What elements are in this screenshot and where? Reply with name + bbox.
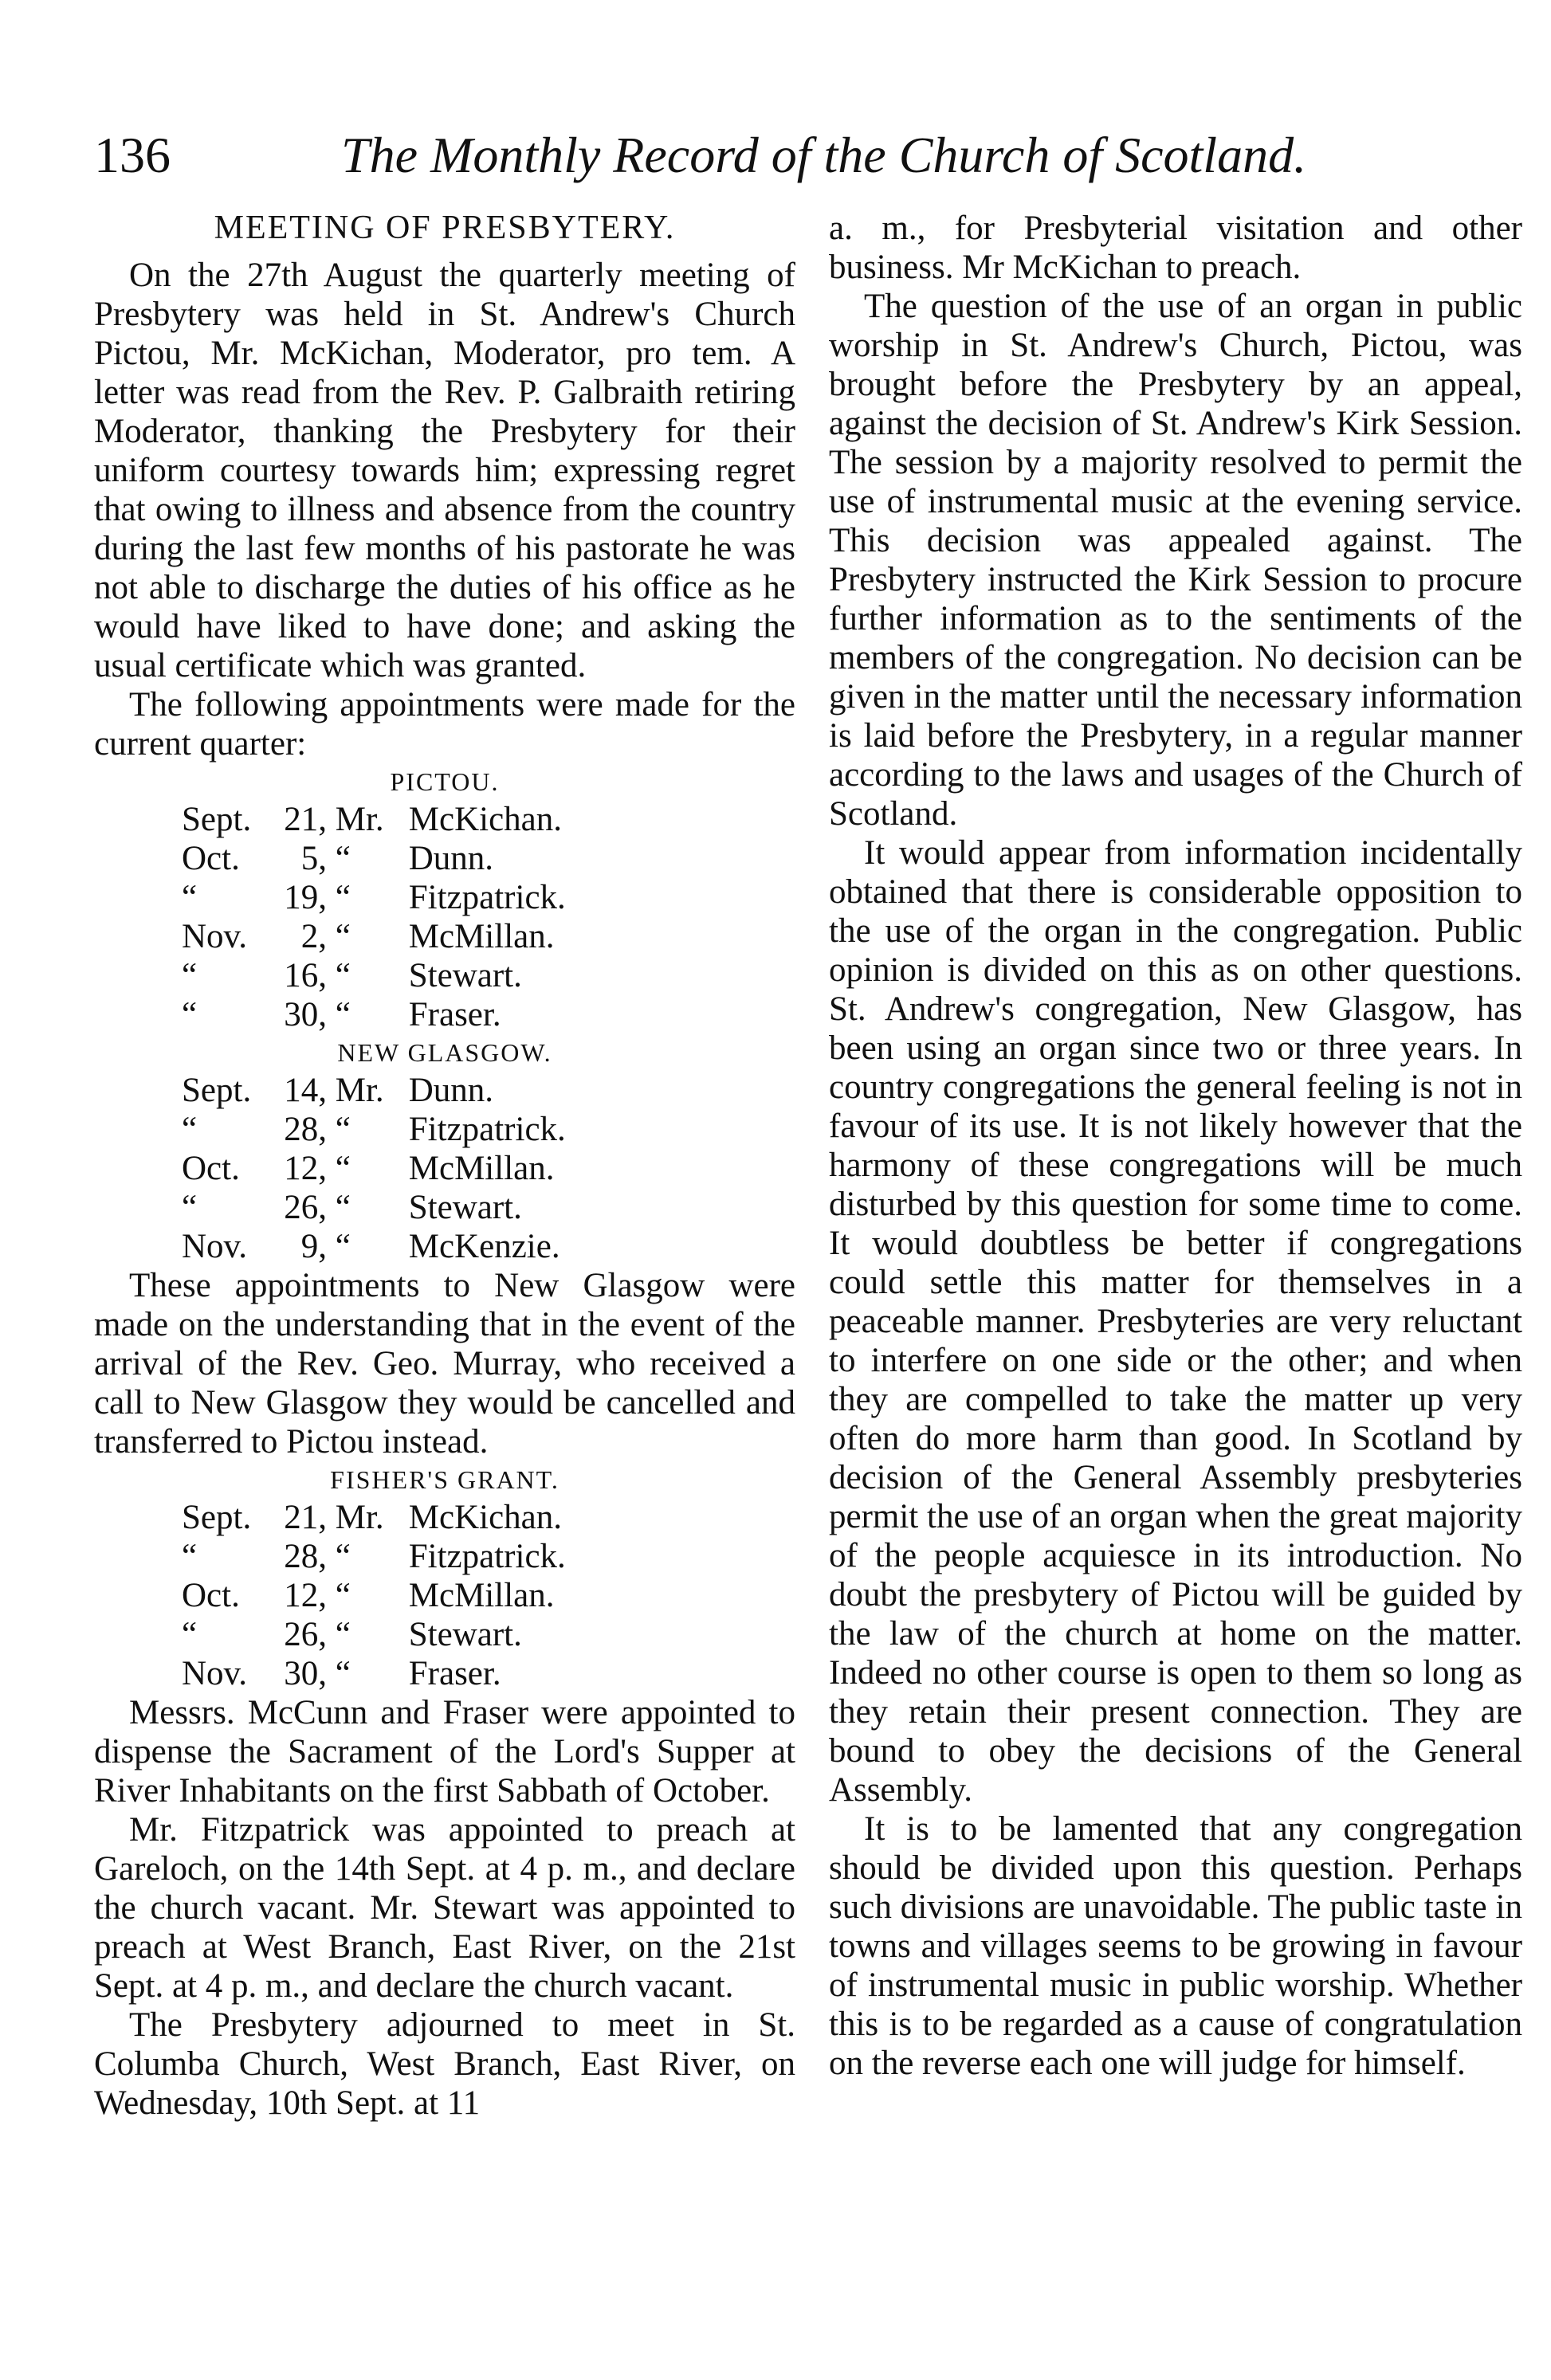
entry-month: Oct.: [182, 1577, 240, 1614]
entry-name: McKichan.: [408, 1499, 562, 1536]
entry-month: Sept.: [182, 801, 252, 838]
article-heading: MEETING OF PRESBYTERY.: [214, 210, 676, 246]
entry-day: 2,: [300, 918, 327, 955]
page-header: [94, 120, 1306, 191]
running-title: The Monthly Record of the Church of Scotland.: [341, 127, 1307, 183]
entry-month: Nov.: [182, 918, 248, 955]
entry-name: McKenzie.: [408, 1228, 560, 1265]
right-column: [829, 209, 1522, 2083]
schedule-entry: [182, 839, 795, 878]
appointment-schedule: [94, 800, 795, 1034]
paragraph: a. m., for Presbyterial visitation and other business. Mr McKichan to preach.: [829, 210, 1522, 286]
paragraph: Messrs. McCunn and Fraser were appointed to dispense the Sacrament of the Lord's Supper at River Inhabitants on the first Sabbath of October.: [94, 1694, 795, 1810]
entry-month: “: [182, 1538, 198, 1575]
paragraph: The Presbytery adjourned to meet in St. Columba Church, West Branch, East River, on Wednesday, 10th Sept. at 11: [94, 2006, 795, 2122]
entry-name: McMillan.: [408, 1577, 555, 1614]
schedule-entry: [182, 995, 795, 1034]
entry-month: “: [182, 1189, 198, 1226]
entry-month: Oct.: [182, 1150, 240, 1187]
entry-month: Nov.: [182, 1655, 248, 1692]
entry-title: Mr.: [335, 1499, 384, 1536]
entry-name: Dunn.: [408, 840, 494, 877]
schedule-place: FISHER'S GRANT.: [330, 1465, 560, 1494]
entry-day: 12,: [284, 1150, 327, 1187]
entry-day: 28,: [284, 1538, 327, 1575]
entry-month: Sept.: [182, 1499, 252, 1536]
schedule-entry: [182, 1654, 795, 1693]
entry-title: “: [335, 957, 351, 994]
schedule-entry: [182, 878, 795, 917]
entry-month: “: [182, 879, 198, 916]
paragraph: These appointments to New Glasgow were made on the understanding that in the event of the arrival of the Rev. Geo. Murray, who received a call to New Glasgow they would be cancelled and transferred to Pictou instead.: [94, 1267, 795, 1461]
entry-name: Dunn.: [408, 1072, 494, 1109]
entry-title: “: [335, 996, 351, 1033]
entry-title: “: [335, 1189, 351, 1226]
entry-name: McKichan.: [408, 801, 562, 838]
entry-name: Fraser.: [408, 1655, 501, 1692]
appointment-schedule: [94, 1498, 795, 1693]
entry-title: “: [335, 1655, 351, 1692]
entry-month: “: [182, 996, 198, 1033]
entry-title: “: [335, 1577, 351, 1614]
schedule-place: NEW GLASGOW.: [337, 1038, 552, 1067]
left-column: [94, 209, 795, 2123]
entry-day: 5,: [300, 840, 327, 877]
entry-name: Stewart.: [408, 1616, 522, 1653]
entry-day: 26,: [284, 1189, 327, 1226]
entry-month: “: [182, 1111, 198, 1148]
entry-name: Fitzpatrick.: [408, 879, 566, 916]
schedule-place: PICTOU.: [390, 767, 500, 796]
schedule-entry: [182, 1227, 795, 1266]
entry-month: “: [182, 957, 198, 994]
schedule-entry: [182, 956, 795, 995]
entry-day: 26,: [284, 1616, 327, 1653]
entry-name: McMillan.: [408, 1150, 555, 1187]
entry-day: 30,: [284, 996, 327, 1033]
entry-name: Fitzpatrick.: [408, 1111, 566, 1148]
schedule-entry: [182, 1149, 795, 1188]
paragraph: On the 27th August the quarterly meeting of Presbytery was held in St. Andrew's Church Pictou, Mr. McKichan, Moderator, pro tem. A letter was read from the Rev. P. Galbraith retiring Moderator, thanking the Presbytery for their uniform courtesy towards him; expressing regret that owing to illness and absence from the country during the last few months of his pastorate he was not able to discharge the duties of his office as he would have liked to have done; and asking the usual certificate which was granted.: [94, 257, 795, 684]
paragraph: Mr. Fitzpatrick was appointed to preach at Gareloch, on the 14th Sept. at 4 p. m., and declare the church vacant. Mr. Stewart was appointed to preach at West Branch, East River, on the 21st Sept. at 4 p. m., and declare the church vacant.: [94, 1811, 795, 2005]
entry-day: 21,: [284, 1499, 327, 1536]
entry-month: Nov.: [182, 1228, 248, 1265]
entry-day: 30,: [284, 1655, 327, 1692]
entry-title: “: [335, 1150, 351, 1187]
entry-name: Fitzpatrick.: [408, 1538, 566, 1575]
schedule-entry: [182, 800, 795, 839]
entry-day: 12,: [284, 1577, 327, 1614]
schedule-entry: [182, 1615, 795, 1654]
entry-title: Mr.: [335, 1072, 384, 1109]
appointment-schedule: [94, 1071, 795, 1266]
entry-title: “: [335, 1616, 351, 1653]
schedule-entry: [182, 1576, 795, 1615]
paragraph: The following appointments were made for the current quarter:: [94, 686, 795, 763]
schedule-entry: [182, 1188, 795, 1227]
entry-name: Fraser.: [408, 996, 501, 1033]
entry-name: Stewart.: [408, 1189, 522, 1226]
entry-month: Oct.: [182, 840, 240, 877]
entry-name: Stewart.: [408, 957, 522, 994]
entry-day: 21,: [284, 801, 327, 838]
paragraph: It is to be lamented that any congregation should be divided upon this question. Perhaps such divisions are unavoidable. The public taste in towns and villages seems to be growing in favour of instrumental music in public worship. Whether this is to be regarded as a cause of congratulation on the reverse each one will judge for himself.: [829, 1810, 1522, 2082]
entry-day: 16,: [284, 957, 327, 994]
paragraph: The question of the use of an organ in public worship in St. Andrew's Church, Pictou, was brought before the Presbytery by an appeal, against the decision of St. Andrew's Kirk Session. The session by a majority resolved to permit the use of instrumental music at the evening service. This decision was appealed against. The Presbytery instructed the Kirk Session to procure further information as to the sentiments of the members of the congregation. No decision can be given in the matter until the necessary information is laid before the Presbytery, in a regular manner according to the laws and usages of the Church of Scotland.: [829, 288, 1522, 833]
entry-title: “: [335, 1538, 351, 1575]
schedule-entry: [182, 1071, 795, 1110]
entry-month: Sept.: [182, 1072, 252, 1109]
schedule-entry: [182, 1498, 795, 1537]
entry-month: “: [182, 1616, 198, 1653]
entry-title: “: [335, 918, 351, 955]
entry-name: McMillan.: [408, 918, 555, 955]
entry-day: 19,: [284, 879, 327, 916]
schedule-entry: [182, 1537, 795, 1576]
schedule-entry: [182, 1110, 795, 1149]
page-number: 136: [94, 127, 171, 183]
schedule-entry: [182, 917, 795, 956]
entry-day: 14,: [284, 1072, 327, 1109]
paragraph: It would appear from information incidentally obtained that there is considerable opposition to the use of the organ in the congregation. Public opinion is divided on this as on other questions. St. Andrew's congregation, New Glasgow, has been using an organ since two or three years. In country congregations the general feeling is not in favour of its use. It is not likely however that the harmony of these congregations will be much disturbed by this question for some time to come. It would doubtless be better if congregations could settle this matter for themselves in a peaceable manner. Presbyteries are very reluctant to interfere on one side or the other; and when they are compelled to take the matter up very often do more harm than good. In Scotland by decision of the General Assembly presbyteries permit the use of an organ when the great majority of the people acquiesce in its introduction. No doubt the presbytery of Pictou will be guided by the law of the church at home on the matter. Indeed no other course is open to them so long as they retain their present connection. They are bound to obey the decisions of the General Assembly.: [829, 834, 1522, 1809]
entry-day: 28,: [284, 1111, 327, 1148]
entry-title: “: [335, 879, 351, 916]
entry-title: Mr.: [335, 801, 384, 838]
entry-title: “: [335, 1111, 351, 1148]
entry-title: “: [335, 840, 351, 877]
entry-title: “: [335, 1228, 351, 1265]
entry-day: 9,: [300, 1228, 327, 1265]
